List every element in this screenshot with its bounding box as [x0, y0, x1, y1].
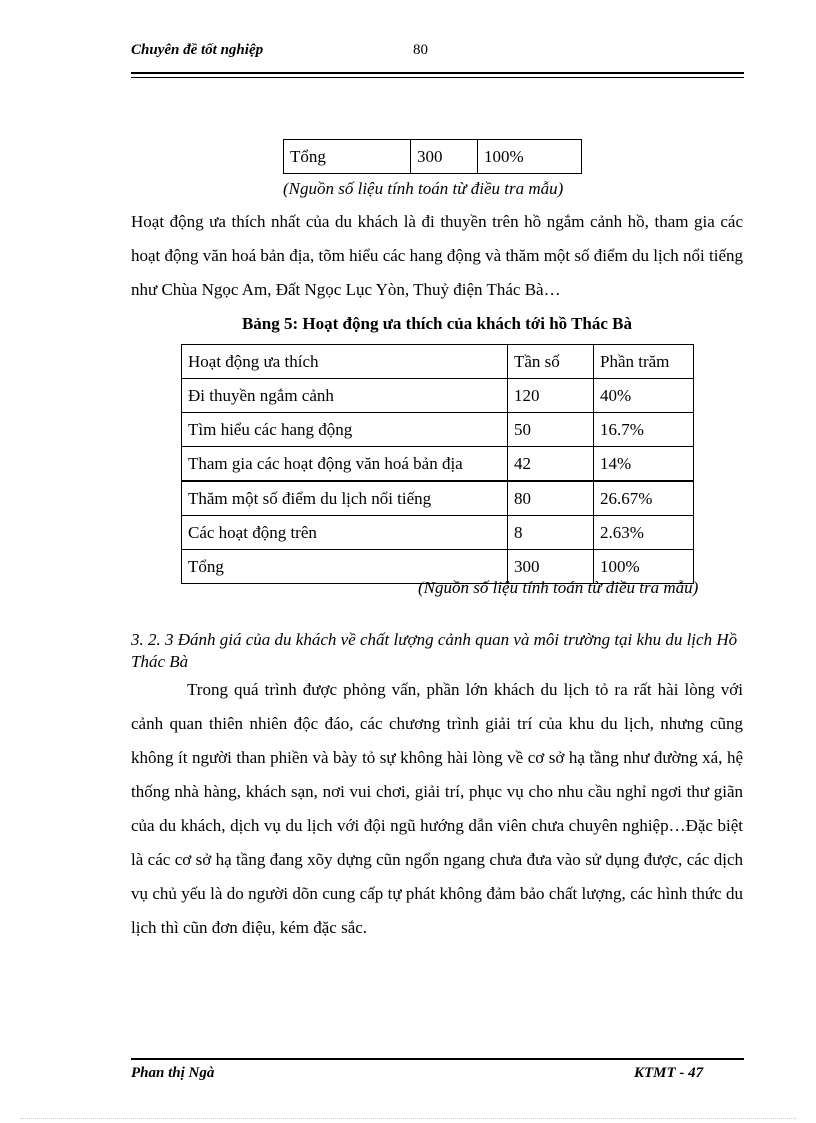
header-title: Chuyên đề tốt nghiệp	[131, 42, 264, 58]
source-note: (Nguồn số liệu tính toán từ điều tra mẫu)	[283, 179, 564, 198]
table-cell: Các hoạt động trên	[182, 516, 508, 550]
table-cell: Tổng	[284, 140, 411, 174]
paragraph	[131, 673, 743, 945]
table-cell: Tham gia các hoạt động văn hoá bản địa	[182, 447, 508, 482]
table-cell: 42	[508, 447, 594, 482]
table-cell: 50	[508, 413, 594, 447]
header-rule-top	[131, 72, 744, 74]
table-cell: Tìm hiểu các hang động	[182, 413, 508, 447]
table-cell: 80	[508, 481, 594, 516]
activity-table	[181, 344, 694, 584]
table-cell: 8	[508, 516, 594, 550]
source-note: (Nguồn số liệu tính toán từ điều tra mẫu)	[418, 578, 699, 597]
page-number: 80	[413, 42, 428, 58]
footer-rule	[131, 1058, 744, 1060]
table-row	[284, 140, 582, 174]
footer-code: KTMT - 47	[634, 1065, 704, 1081]
column-header: Hoạt động ưa thích	[182, 345, 508, 379]
footer-author: Phan thị Ngà	[131, 1065, 215, 1081]
table-cell: 26.67%	[594, 481, 694, 516]
column-header: Tần số	[508, 345, 594, 379]
paragraph: Hoạt động ưa thích nhất của du khách là đi thuyền trên hồ ngắm cảnh hồ, tham gia các hoạt động văn hoá bản địa, tõm hiểu các hang động và thăm một số điểm du lịch nổi tiếng như Chùa Ngọc Am, Đất Ngọc Lục Yòn, Thuỷ điện Thác Bà…	[131, 212, 743, 299]
table-caption: Bảng 5: Hoạt động ưa thích của khách tới hồ Thác Bà	[241, 314, 633, 333]
continued-table	[283, 139, 582, 174]
table-cell: 16.7%	[594, 413, 694, 447]
table-row	[182, 413, 694, 447]
table-cell: 14%	[594, 447, 694, 482]
table-cell: Thăm một số điểm du lịch nổi tiếng	[182, 481, 508, 516]
table-cell: Đi thuyền ngắm cảnh	[182, 379, 508, 413]
table-cell: 300	[508, 550, 594, 584]
paragraph-text: Trong quá trình được phỏng vấn, phần lớn khách du lịch tỏ ra rất hài lòng với cảnh quan thiên nhiên độc đáo, các chương trình giải trí của khu du lịch, nhưng cũng không ít người than phiền và bày tỏ sự không hài lòng về cơ sở hạ tầng như đường xá, hệ thống nhà hàng, khách sạn, nơi vui chơi, giải trí, phục vụ cho nhu cầu nghỉ ngơi thư giãn của du khách, dịch vụ du lịch với đội ngũ hướng dẫn viên chưa chuyên nghiệp…Đặc biệt là các cơ sở hạ tầng đang xõy dựng cũn ngổn ngang chưa đưa vào sử dụng được, các dịch vụ chủ yếu là do người dõn cung cấp tự phát không đảm bảo chất lượng, các hình thức du lịch thì cũn đơn điệu, kém đặc sắc.	[131, 680, 743, 937]
column-header: Phần trăm	[594, 345, 694, 379]
page-edge-dotted-line	[20, 1118, 796, 1119]
table-row	[182, 379, 694, 413]
section-heading: 3. 2. 3 Đánh giá của du khách về chất lượng cảnh quan và môi trường tại khu du lịch Hồ Thác Bà	[131, 630, 738, 671]
table-cell: 2.63%	[594, 516, 694, 550]
table-cell: 120	[508, 379, 594, 413]
table-cell: 100%	[478, 140, 582, 174]
table-row	[182, 516, 694, 550]
table-cell: 40%	[594, 379, 694, 413]
table-row	[182, 481, 694, 516]
table-cell: 300	[411, 140, 478, 174]
header-rule-bottom	[131, 77, 744, 78]
table-cell: 100%	[594, 550, 694, 584]
table-row	[182, 447, 694, 482]
table-header-row	[182, 345, 694, 379]
table-cell: Tổng	[182, 550, 508, 584]
